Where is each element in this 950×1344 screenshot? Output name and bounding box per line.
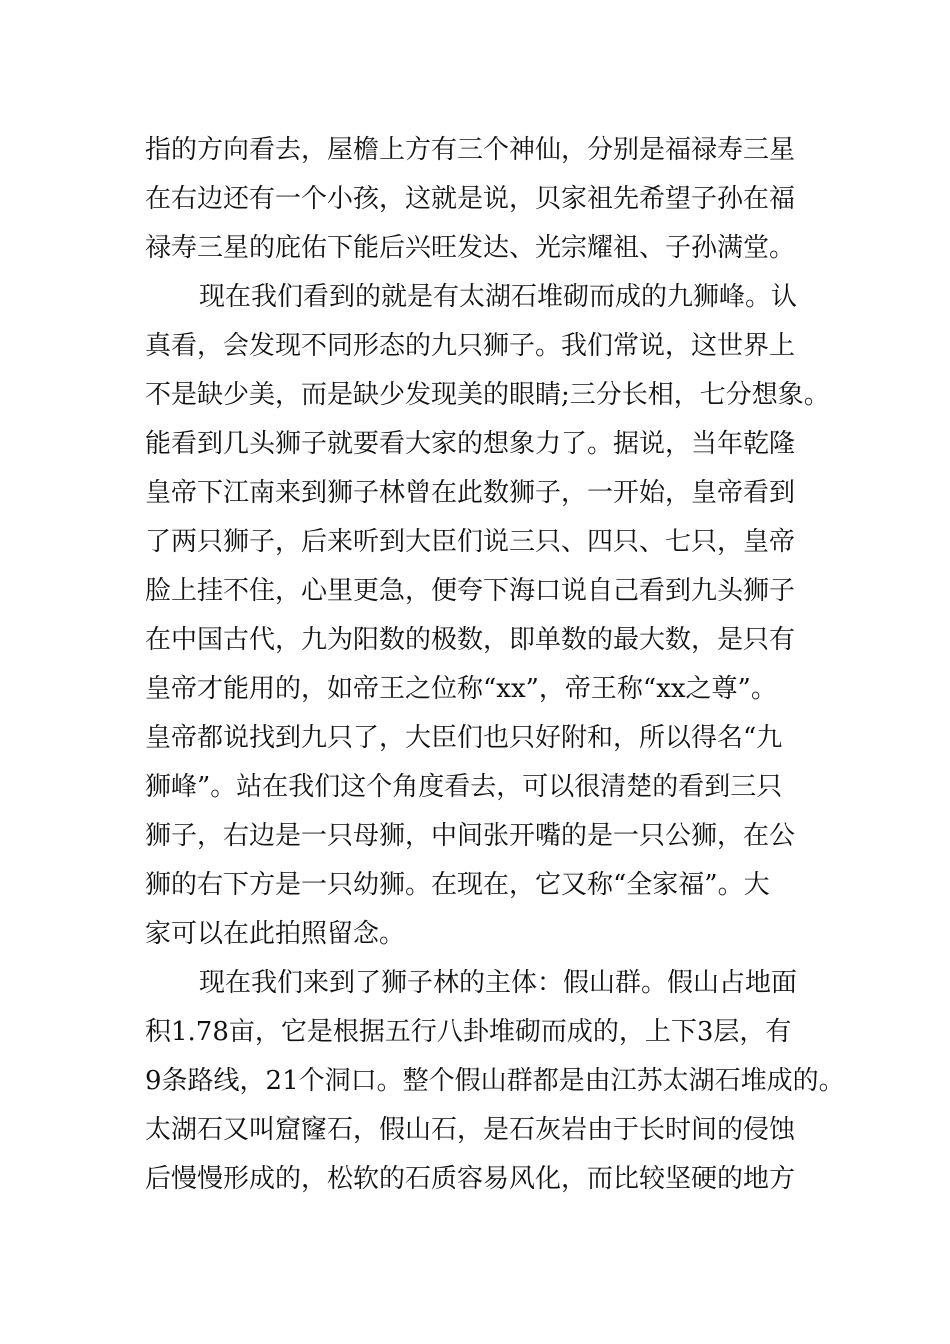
text-line: 后慢慢形成的，松软的石质容易风化，而比较坚硬的地方 bbox=[145, 1164, 796, 1194]
text-line: 皇帝都说找到九只了，大臣们也只好附和，所以得名“九 bbox=[145, 723, 783, 753]
text-line: 皇帝下江南来到狮子林曾在此数狮子，一开始，皇帝看到 bbox=[145, 478, 796, 508]
text-line: 皇帝才能用的，如帝王之位称“xx”，帝王称“xx之尊”。 bbox=[145, 674, 777, 704]
text-line: 禄寿三星的庇佑下能后兴旺发达、光宗耀祖、子孙满堂。 bbox=[145, 233, 796, 263]
text-line: 家可以在此拍照留念。 bbox=[145, 919, 406, 949]
text-line: 真看，会发现不同形态的九只狮子。我们常说，这世界上 bbox=[145, 331, 796, 361]
text-line: 脸上挂不住，心里更急，便夸下海口说自己看到九头狮子 bbox=[145, 576, 796, 606]
text-line: 在中国古代，九为阳数的极数，即单数的最大数，是只有 bbox=[145, 625, 796, 655]
paragraph-start-line: 现在我们看到的就是有太湖石堆砌而成的九狮峰。认 bbox=[199, 282, 798, 312]
text-line: 9条路线，21个洞口。整个假山群都是由江苏太湖石堆成的。 bbox=[145, 1066, 845, 1096]
text-line: 狮子，右边是一只母狮，中间张开嘴的是一只公狮，在公 bbox=[145, 821, 796, 851]
text-line: 指的方向看去，屋檐上方有三个神仙，分别是福禄寿三星 bbox=[145, 135, 796, 165]
text-line: 狮峰”。站在我们这个角度看去，可以很清楚的看到三只 bbox=[145, 772, 783, 802]
text-line: 狮的右下方是一只幼狮。在现在，它又称“全家福”。大 bbox=[145, 870, 770, 900]
text-line: 在右边还有一个小孩，这就是说，贝家祖先希望子孙在福 bbox=[145, 184, 796, 214]
body-text bbox=[145, 126, 845, 1204]
paragraph-start-line: 现在我们来到了狮子林的主体：假山群。假山占地面 bbox=[199, 968, 798, 998]
text-line: 积1.78亩，它是根据五行八卦堆砌而成的，上下3层，有 bbox=[145, 1017, 792, 1047]
text-line: 不是缺少美，而是缺少发现美的眼睛;三分长相，七分想象。 bbox=[145, 380, 830, 410]
text-line: 了两只狮子，后来听到大臣们说三只、四只、七只，皇帝 bbox=[145, 527, 796, 557]
text-line: 能看到几头狮子就要看大家的想象力了。据说，当年乾隆 bbox=[145, 429, 796, 459]
text-line: 太湖石又叫窟窿石，假山石，是石灰岩由于长时间的侵蚀 bbox=[145, 1115, 796, 1145]
